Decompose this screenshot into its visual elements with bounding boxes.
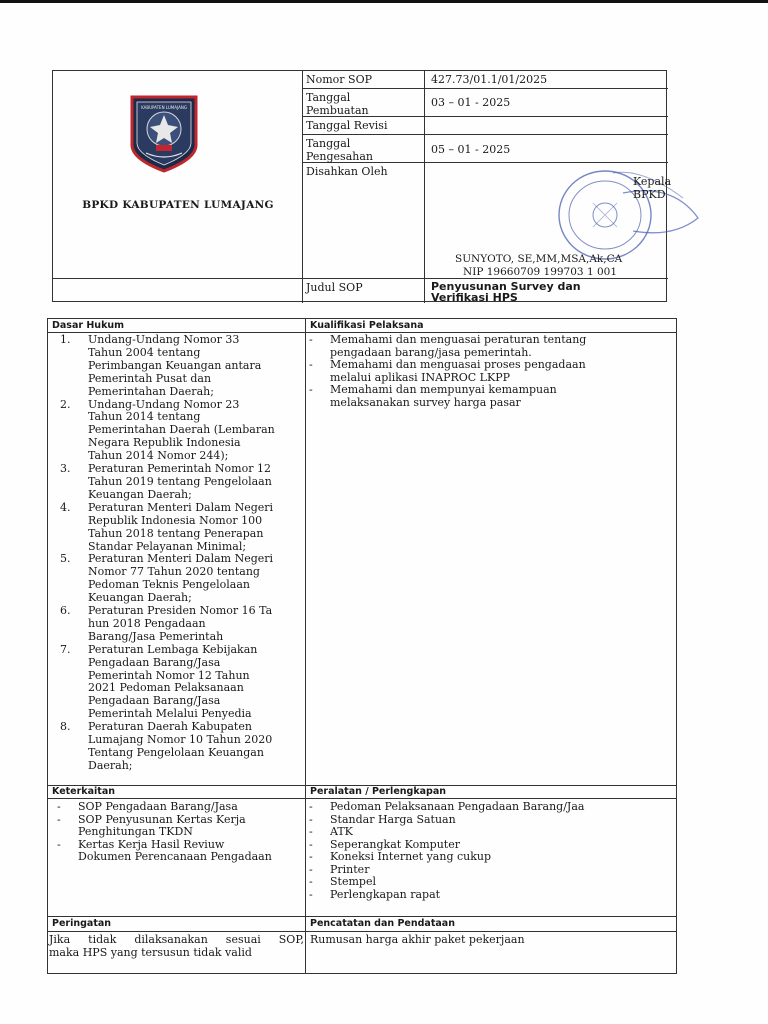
list-marker: - [309, 825, 313, 838]
list-marker: 5. [60, 552, 71, 566]
nomor-sop-label: Nomor SOP [303, 71, 425, 88]
list-item-line: Memahami dan menguasai peraturan tentang [330, 333, 587, 346]
list-item-line: Pengadaan Barang/Jasa [88, 655, 221, 669]
list-item-line: Daerah; [88, 758, 133, 772]
dasar-hukum-heading: Dasar Hukum [52, 320, 125, 331]
list-item-line: Peraturan Pemerintah Nomor 12 [88, 462, 271, 476]
list-marker: - [309, 800, 313, 813]
list-item [306, 359, 676, 384]
tanggal-revisi-value [425, 117, 668, 134]
list-item [306, 851, 676, 864]
signer-title: Kepala BPKD [633, 175, 672, 201]
list-item-line: Koneksi Internet yang cukup [330, 850, 492, 863]
list-item [306, 801, 676, 814]
list-item-line: Republik Indonesia Nomor 100 [88, 513, 263, 527]
list-marker: - [309, 358, 313, 371]
list-item-line: Standar Harga Satuan [330, 812, 456, 826]
list-item [56, 721, 304, 773]
org-identity-lower-cell [53, 279, 303, 303]
divider [48, 798, 676, 799]
tanggal-pengesahan-label: Tanggal Pengesahan [303, 135, 425, 162]
list-item-line: Undang-Undang Nomor 33 [88, 333, 240, 346]
list-item [54, 814, 304, 839]
list-item-line: hun 2018 Pengadaan [88, 616, 206, 630]
list-item [56, 553, 304, 605]
list-marker: - [57, 800, 61, 813]
list-item [56, 399, 304, 464]
list-item [56, 463, 304, 502]
sop-detail-table [47, 318, 677, 974]
list-item [306, 889, 676, 902]
peralatan-list [306, 801, 676, 901]
list-marker: - [309, 862, 313, 876]
list-item-line: Pedoman Teknis Pengelolaan [88, 578, 250, 592]
list-item [306, 814, 676, 827]
list-item-line: Pengadaan Barang/Jasa [88, 694, 221, 708]
list-item-line: Peraturan Menteri Dalam Negeri [88, 500, 274, 514]
list-item [56, 502, 304, 554]
list-item-line: Standar Pelayanan Minimal; [88, 539, 247, 553]
list-item-line: Keuangan Daerah; [88, 487, 192, 501]
org-identity-cell [53, 71, 303, 279]
list-item-line: Stempel [330, 875, 376, 888]
list-item-line: melaksanakan survey harga pasar [330, 395, 521, 409]
list-item [306, 826, 676, 839]
list-item-line: Tahun 2014 Nomor 244); [88, 449, 229, 463]
svg-text:KABUPATEN LUMAJANG: KABUPATEN LUMAJANG [141, 105, 187, 110]
list-item-line: SOP Pengadaan Barang/Jasa [78, 800, 238, 813]
judul-sop-label: Judul SOP [303, 279, 425, 303]
list-item [54, 801, 304, 814]
list-item-line: ATK [330, 825, 353, 838]
list-item-line: Tahun 2014 tentang [88, 410, 201, 424]
kualifikasi-heading: Kualifikasi Pelaksana [310, 320, 424, 331]
top-edge-line [0, 0, 768, 3]
list-marker: - [57, 837, 61, 851]
row-disahkan-oleh [303, 163, 672, 279]
list-item-line: Tahun 2018 tentang Penerapan [88, 526, 264, 540]
row-nomor-sop [303, 71, 668, 89]
signer-nip: NIP 19660709 199703 1 001 [463, 266, 617, 278]
list-marker: 6. [60, 604, 71, 618]
list-item [54, 839, 304, 864]
list-item [306, 334, 676, 359]
list-item-line: Pemerintahan Daerah; [88, 384, 214, 398]
list-item-line: Pedoman Pelaksanaan Pengadaan Barang/Jaa [330, 800, 585, 813]
list-item [306, 384, 676, 409]
list-item-line: Perlengkapan rapat [330, 887, 441, 901]
peringatan-heading: Peringatan [52, 918, 112, 929]
list-marker: - [309, 887, 313, 901]
keterkaitan-heading: Keterkaitan [52, 786, 116, 797]
row-judul-sop [303, 279, 668, 303]
tanggal-revisi-label: Tanggal Revisi [303, 117, 425, 134]
list-item-line: Pemerintah Nomor 12 Tahun [88, 668, 250, 682]
list-item-line: Nomor 77 Tahun 2020 tentang [88, 565, 260, 579]
divider [48, 916, 676, 917]
list-item-line: Tahun 2004 tentang [88, 345, 201, 359]
row-tanggal-revisi [303, 117, 668, 135]
list-item-line: Peraturan Menteri Dalam Negeri [88, 552, 274, 566]
list-item-line: melalui aplikasi INAPROC LKPP [330, 370, 511, 384]
row-tanggal-pengesahan [303, 135, 668, 163]
list-item-line: 2021 Pedoman Pelaksanaan [88, 681, 244, 695]
pencatatan-text: Rumusan harga akhir paket pekerjaan [310, 933, 525, 946]
list-item-line: Negara Republik Indonesia [88, 436, 241, 450]
list-item-line: SOP Penyusunan Kertas Kerja [78, 812, 246, 826]
list-item [56, 334, 304, 399]
list-item-line: Tahun 2019 tentang Pengelolaan [88, 474, 272, 488]
list-marker: - [57, 812, 61, 826]
official-stamp-icon [553, 163, 703, 263]
list-marker: 4. [60, 500, 71, 514]
pencatatan-heading: Pencatatan dan Pendataan [310, 918, 455, 929]
peralatan-heading: Peralatan / Perlengkapan [310, 786, 447, 797]
list-item-line: Perimbangan Keuangan antara [88, 358, 262, 372]
tanggal-pembuatan-label: Tanggal Pembuatan [303, 89, 425, 116]
list-item-line: Undang-Undang Nomor 23 [88, 397, 240, 411]
list-item-line: Pemerintah Melalui Penyedia [88, 707, 252, 721]
list-item-line: pengadaan barang/jasa pemerintah. [330, 345, 532, 359]
list-marker: 8. [60, 720, 71, 734]
org-name: BPKD KABUPATEN LUMAJANG [82, 199, 274, 211]
list-marker: 3. [60, 462, 71, 476]
judul-sop-value: Penyusunan Survey dan Verifikasi HPS [431, 280, 581, 304]
list-item-line: Memahami dan menguasai proses pengadaan [330, 358, 586, 371]
lumajang-emblem-icon [128, 93, 200, 173]
list-item-line: Peraturan Daerah Kabupaten [88, 720, 252, 734]
list-item-line: Lumajang Nomor 10 Tahun 2020 [88, 733, 273, 747]
list-item [56, 644, 304, 721]
list-item [306, 876, 676, 889]
list-marker: - [309, 837, 313, 851]
row-tanggal-pembuatan [303, 89, 668, 117]
divider [48, 931, 676, 932]
list-item-line: Keuangan Daerah; [88, 591, 192, 605]
disahkan-oleh-label: Disahkan Oleh [303, 163, 425, 278]
list-item-line: Pemerintahan Daerah (Lembaran [88, 423, 275, 437]
kualifikasi-list [306, 334, 676, 409]
list-item-line: Pemerintah Pusat dan [88, 371, 212, 385]
signer-name: SUNYOTO, SE,MM,MSA,Ak,CA [455, 253, 623, 265]
signature-block [425, 163, 672, 278]
nomor-sop-value: 427.73/01.1/01/2025 [431, 73, 548, 86]
list-marker: - [309, 812, 313, 826]
tanggal-pengesahan-value: 05 – 01 - 2025 [431, 143, 511, 156]
list-item-line: Kertas Kerja Hasil Reviuw [78, 837, 225, 851]
sop-header-table [52, 70, 672, 304]
list-marker: - [309, 850, 313, 863]
list-item-line: Barang/Jasa Pemerintah [88, 629, 224, 643]
list-item [56, 605, 304, 644]
list-item-line: Seperangkat Komputer [330, 837, 460, 851]
list-item-line: Memahami dan mempunyai kemampuan [330, 383, 557, 396]
list-marker: 1. [60, 333, 71, 346]
keterkaitan-list [54, 801, 304, 864]
tanggal-pembuatan-value: 03 – 01 - 2025 [431, 96, 511, 109]
list-item-line: Printer [330, 862, 370, 876]
peringatan-text: Jika tidak dilaksanakan sesuai SOP, maka HPS yang tersusun tidak valid [49, 933, 304, 959]
list-item-line: Tentang Pengelolaan Keuangan [88, 746, 264, 759]
list-marker: - [309, 875, 313, 888]
dasar-hukum-list [56, 334, 304, 773]
list-marker: 7. [60, 642, 71, 656]
list-item-line: Peraturan Lembaga Kebijakan [88, 642, 258, 656]
list-item-line: Peraturan Presiden Nomor 16 Ta [88, 604, 273, 618]
list-marker: - [309, 333, 313, 346]
list-marker: - [309, 383, 313, 396]
list-item-line: Dokumen Perencanaan Pengadaan [78, 850, 272, 863]
list-marker: 2. [60, 397, 71, 411]
list-item-line: Penghitungan TKDN [78, 825, 193, 838]
